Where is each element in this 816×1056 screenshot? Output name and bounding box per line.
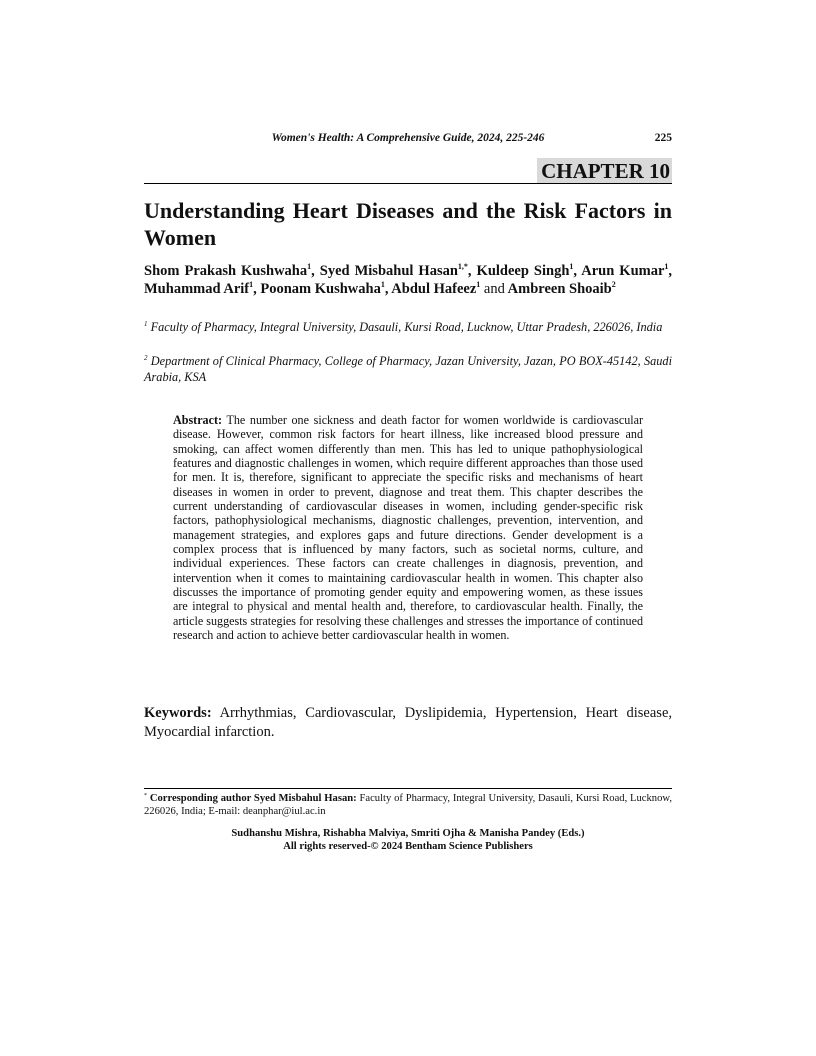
author-affiliation-mark: 1 bbox=[249, 280, 254, 289]
keywords-text: Arrhythmias, Cardiovascular, Dyslipidemia, Hypertension, Heart disease, Myocardial infarction. bbox=[144, 705, 672, 740]
abstract-text: The number one sickness and death factor for women worldwide is cardiovascular disease. However, common risk factors for heart illness, like increased blood pressure and smoking, can affect women differently than men. This has led to unique pathophysiological features and diagnostic challenges in women, which require different approaches than those used for men. It is, therefore, significant to appreciate the specific risks and mechanisms of heart diseases in women in order to prevent, diagnose and treat them. This chapter describes the current understanding of cardiovascular diseases in women, including gender-specific risk factors, pathophysiological mechanisms, diagnostic challenges, prevention, intervention, and management strategies, and explores gaps and future directions. Gender development is a complex process that is influenced by many factors, such as societal norms, culture, and individual experiences. These factors can create challenges in diagnosis, prevention, and intervention when it comes to maintaining cardiovascular health in women. This chapter also discusses the importance of promoting gender equity and empowering women, as these issues are integral to physical and mental health and, therefore, to cardiovascular health. Finally, the article suggests strategies for resolving these challenges and stresses the importance of continued research and action to achieve better cardiovascular health in women. bbox=[173, 413, 643, 643]
chapter-label: CHAPTER 10 bbox=[537, 158, 672, 184]
abstract-label: Abstract: bbox=[173, 413, 223, 427]
author-affiliation-mark: 1 bbox=[476, 280, 481, 289]
author-affiliation-mark: 1 bbox=[569, 262, 574, 271]
keywords-label: Keywords: bbox=[144, 705, 212, 721]
page-number: 225 bbox=[654, 132, 672, 144]
footnote-divider bbox=[144, 788, 672, 789]
affiliation bbox=[144, 320, 672, 336]
author-name: Abdul Hafeez bbox=[391, 281, 477, 297]
editors-line: Sudhanshu Mishra, Rishabha Malviya, Smriti Ojha & Manisha Pandey (Eds.) bbox=[231, 828, 585, 839]
affiliation-mark: 1 bbox=[144, 320, 148, 328]
author-name: Ambreen Shoaib bbox=[507, 281, 612, 297]
author-name: Kuldeep Singh bbox=[476, 263, 570, 279]
journal-citation: Women's Health: A Comprehensive Guide, 2024, 225-246 bbox=[271, 132, 545, 144]
author-affiliation-mark: 1 bbox=[380, 280, 385, 289]
author-conjunction: and bbox=[483, 281, 505, 297]
author-affiliation-mark: 2 bbox=[611, 280, 616, 289]
affiliation-mark: 2 bbox=[144, 354, 148, 362]
abstract bbox=[173, 413, 643, 643]
author-name: Muhammad Arif bbox=[144, 281, 250, 297]
author-affiliation-mark: 1,* bbox=[457, 262, 468, 271]
author-list: Shom Prakash Kushwaha$^1$, Syed Misbahul Hasan$^{1,*}$, Kuldeep Singh$^1$, Arun Kumar$^1$, Muhammad Arif$^1$, Poonam Kushwaha$^1$, Abdul Hafeez$^1$ and Ambreen Shoaib$^2$ bbox=[144, 262, 673, 297]
footnote bbox=[144, 792, 672, 818]
author-name: Shom Prakash Kushwaha bbox=[144, 263, 308, 279]
affiliation-text: Department of Clinical Pharmacy, College of Pharmacy, Jazan University, Jazan, PO BOX-45142, Saudi Arabia, KSA bbox=[144, 354, 672, 384]
rights-line: All rights reserved-© 2024 Bentham Science Publishers bbox=[283, 840, 533, 852]
author-name: Syed Misbahul Hasan bbox=[319, 263, 458, 279]
author-affiliation-mark: 1 bbox=[307, 262, 312, 271]
affiliation bbox=[144, 354, 672, 385]
footnote-text: Faculty of Pharmacy, Integral University, Dasauli, Kursi Road, Lucknow, 226026, India; E-mail: deanphar@iul.ac.in bbox=[144, 793, 672, 817]
author-affiliation-mark: 1 bbox=[664, 262, 669, 271]
author-name: Poonam Kushwaha bbox=[260, 281, 381, 297]
author-name: Arun Kumar bbox=[581, 263, 665, 279]
chapter-title: Understanding Heart Diseases and the Risk Factors in Women bbox=[144, 198, 672, 250]
affiliation-text: Faculty of Pharmacy, Integral University, Dasauli, Kursi Road, Lucknow, Uttar Pradesh, 226026, India bbox=[150, 320, 663, 334]
running-head bbox=[144, 132, 672, 150]
footnote-mark: * bbox=[144, 793, 147, 799]
imprint bbox=[144, 828, 672, 853]
title-divider bbox=[144, 183, 672, 184]
keywords bbox=[144, 704, 672, 741]
footnote-label: Corresponding author Syed Misbahul Hasan: bbox=[149, 793, 357, 804]
